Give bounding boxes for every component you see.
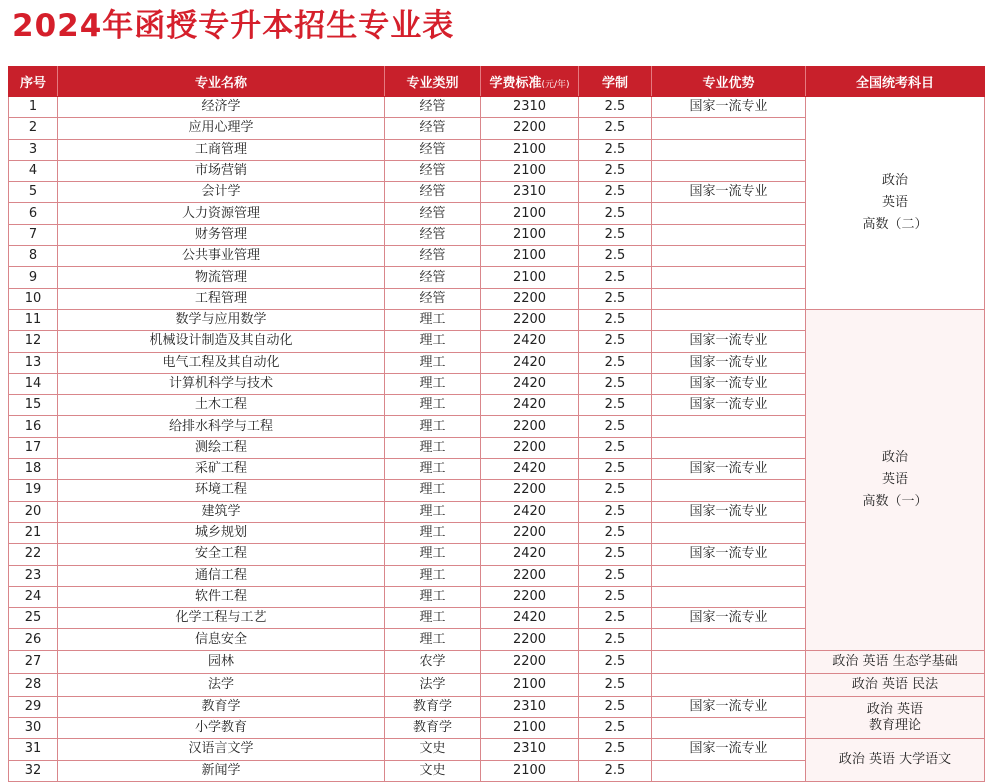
cell-category: 经管 <box>385 224 481 245</box>
cell-major: 安全工程 <box>58 544 385 565</box>
cell-exam-subjects <box>806 696 985 739</box>
cell-category: 经管 <box>385 139 481 160</box>
cell-category: 理工 <box>385 522 481 543</box>
cell-major: 经济学 <box>58 97 385 118</box>
cell-category: 理工 <box>385 501 481 522</box>
cell-major: 工程管理 <box>58 288 385 309</box>
cell-no: 13 <box>9 352 58 373</box>
cell-category: 法学 <box>385 673 481 696</box>
cell-advantage: 国家一流专业 <box>652 544 806 565</box>
cell-fee: 2420 <box>481 395 579 416</box>
cell-no: 7 <box>9 224 58 245</box>
cell-major: 市场营销 <box>58 160 385 181</box>
header-category: 专业类别 <box>385 67 481 97</box>
cell-exam-subjects <box>806 739 985 782</box>
exam-subject-line: 政治 英语 生态学基础 <box>832 653 958 669</box>
cell-advantage: 国家一流专业 <box>652 696 806 717</box>
cell-advantage <box>652 480 806 501</box>
header-row <box>9 67 985 97</box>
cell-advantage <box>652 139 806 160</box>
header-no: 序号 <box>9 67 58 97</box>
cell-major: 会计学 <box>58 182 385 203</box>
cell-major: 公共事业管理 <box>58 246 385 267</box>
cell-advantage <box>652 586 806 607</box>
cell-no: 6 <box>9 203 58 224</box>
cell-category: 理工 <box>385 629 481 650</box>
header-major: 专业名称 <box>58 67 385 97</box>
exam-subject-line: 政治 英语 <box>866 701 924 717</box>
cell-major: 工商管理 <box>58 139 385 160</box>
cell-fee: 2310 <box>481 97 579 118</box>
cell-no: 24 <box>9 586 58 607</box>
cell-years: 2.5 <box>579 696 652 717</box>
cell-category: 理工 <box>385 459 481 480</box>
cell-major: 人力资源管理 <box>58 203 385 224</box>
table-row <box>9 696 985 717</box>
cell-years: 2.5 <box>579 501 652 522</box>
cell-category: 经管 <box>385 267 481 288</box>
cell-advantage: 国家一流专业 <box>652 501 806 522</box>
cell-category: 理工 <box>385 586 481 607</box>
cell-advantage <box>652 118 806 139</box>
cell-years: 2.5 <box>579 373 652 394</box>
cell-category: 经管 <box>385 182 481 203</box>
cell-fee: 2200 <box>481 309 579 330</box>
cell-advantage <box>652 246 806 267</box>
cell-major: 新闻学 <box>58 760 385 781</box>
cell-no: 16 <box>9 416 58 437</box>
cell-years: 2.5 <box>579 437 652 458</box>
cell-major: 数学与应用数学 <box>58 309 385 330</box>
cell-no: 20 <box>9 501 58 522</box>
cell-years: 2.5 <box>579 586 652 607</box>
cell-no: 26 <box>9 629 58 650</box>
cell-years: 2.5 <box>579 522 652 543</box>
cell-fee: 2100 <box>481 760 579 781</box>
cell-major: 计算机科学与技术 <box>58 373 385 394</box>
exam-subject-line: 英语 <box>881 471 908 487</box>
cell-major: 采矿工程 <box>58 459 385 480</box>
cell-advantage <box>652 718 806 739</box>
cell-no: 12 <box>9 331 58 352</box>
cell-years: 2.5 <box>579 544 652 565</box>
cell-fee: 2420 <box>481 544 579 565</box>
cell-major: 软件工程 <box>58 586 385 607</box>
cell-years: 2.5 <box>579 673 652 696</box>
cell-category: 经管 <box>385 160 481 181</box>
cell-major: 化学工程与工艺 <box>58 608 385 629</box>
cell-fee: 2100 <box>481 246 579 267</box>
cell-no: 23 <box>9 565 58 586</box>
cell-no: 5 <box>9 182 58 203</box>
cell-years: 2.5 <box>579 224 652 245</box>
cell-no: 8 <box>9 246 58 267</box>
cell-no: 14 <box>9 373 58 394</box>
cell-years: 2.5 <box>579 459 652 480</box>
cell-category: 经管 <box>385 288 481 309</box>
cell-major: 物流管理 <box>58 267 385 288</box>
cell-no: 3 <box>9 139 58 160</box>
cell-fee: 2310 <box>481 182 579 203</box>
exam-subject-line: 政治 英语 民法 <box>851 676 939 692</box>
cell-major: 小学教育 <box>58 718 385 739</box>
cell-years: 2.5 <box>579 395 652 416</box>
cell-years: 2.5 <box>579 608 652 629</box>
header-fee-label: 学费标准 <box>489 76 542 91</box>
cell-advantage: 国家一流专业 <box>652 739 806 760</box>
cell-fee: 2100 <box>481 139 579 160</box>
cell-category: 理工 <box>385 395 481 416</box>
cell-fee: 2200 <box>481 586 579 607</box>
cell-advantage: 国家一流专业 <box>652 395 806 416</box>
cell-advantage <box>652 522 806 543</box>
cell-fee: 2420 <box>481 352 579 373</box>
cell-years: 2.5 <box>579 118 652 139</box>
cell-major: 机械设计制造及其自动化 <box>58 331 385 352</box>
table-body <box>9 97 985 782</box>
cell-no: 18 <box>9 459 58 480</box>
exam-subject-line: 教育理论 <box>868 717 921 733</box>
cell-fee: 2100 <box>481 203 579 224</box>
cell-years: 2.5 <box>579 182 652 203</box>
cell-fee: 2420 <box>481 459 579 480</box>
cell-no: 1 <box>9 97 58 118</box>
cell-fee: 2200 <box>481 416 579 437</box>
cell-advantage <box>652 288 806 309</box>
cell-category: 文史 <box>385 760 481 781</box>
cell-major: 教育学 <box>58 696 385 717</box>
cell-category: 理工 <box>385 608 481 629</box>
exam-subject-line: 政治 <box>881 449 908 465</box>
cell-fee: 2310 <box>481 696 579 717</box>
table-row <box>9 739 985 760</box>
table-row <box>9 309 985 330</box>
cell-no: 31 <box>9 739 58 760</box>
exam-subject-line: 高数（二） <box>862 216 928 232</box>
cell-category: 理工 <box>385 437 481 458</box>
cell-years: 2.5 <box>579 160 652 181</box>
cell-no: 28 <box>9 673 58 696</box>
cell-category: 理工 <box>385 416 481 437</box>
cell-fee: 2100 <box>481 267 579 288</box>
cell-years: 2.5 <box>579 267 652 288</box>
cell-no: 29 <box>9 696 58 717</box>
cell-fee: 2200 <box>481 522 579 543</box>
cell-fee: 2420 <box>481 331 579 352</box>
header-years: 学制 <box>579 67 652 97</box>
cell-fee: 2100 <box>481 224 579 245</box>
page-title: 2024年函授专升本招生专业表 <box>12 8 455 44</box>
cell-major: 园林 <box>58 650 385 673</box>
cell-no: 27 <box>9 650 58 673</box>
cell-no: 25 <box>9 608 58 629</box>
cell-fee: 2200 <box>481 118 579 139</box>
cell-advantage: 国家一流专业 <box>652 608 806 629</box>
cell-no: 32 <box>9 760 58 781</box>
cell-fee: 2420 <box>481 608 579 629</box>
cell-major: 测绘工程 <box>58 437 385 458</box>
exam-subject-line: 政治 英语 大学语文 <box>838 752 952 768</box>
table-row <box>9 97 985 118</box>
cell-years: 2.5 <box>579 629 652 650</box>
table-row <box>9 673 985 696</box>
cell-years: 2.5 <box>579 246 652 267</box>
cell-advantage <box>652 309 806 330</box>
cell-years: 2.5 <box>579 352 652 373</box>
cell-category: 理工 <box>385 544 481 565</box>
cell-advantage <box>652 160 806 181</box>
cell-category: 文史 <box>385 739 481 760</box>
exam-subject-line: 高数（一） <box>862 493 928 509</box>
cell-years: 2.5 <box>579 416 652 437</box>
cell-fee: 2420 <box>481 501 579 522</box>
exam-subject-line: 英语 <box>881 194 908 210</box>
cell-category: 教育学 <box>385 696 481 717</box>
cell-years: 2.5 <box>579 331 652 352</box>
cell-exam-subjects <box>806 97 985 310</box>
cell-major: 信息安全 <box>58 629 385 650</box>
cell-advantage: 国家一流专业 <box>652 331 806 352</box>
cell-no: 19 <box>9 480 58 501</box>
exam-subject-line: 政治 <box>881 172 908 188</box>
cell-no: 17 <box>9 437 58 458</box>
cell-fee: 2200 <box>481 288 579 309</box>
cell-major: 建筑学 <box>58 501 385 522</box>
cell-category: 理工 <box>385 480 481 501</box>
cell-no: 21 <box>9 522 58 543</box>
table-header <box>9 67 985 97</box>
cell-advantage <box>652 437 806 458</box>
cell-fee: 2310 <box>481 739 579 760</box>
cell-advantage: 国家一流专业 <box>652 373 806 394</box>
cell-major: 法学 <box>58 673 385 696</box>
cell-years: 2.5 <box>579 565 652 586</box>
cell-fee: 2200 <box>481 650 579 673</box>
cell-major: 通信工程 <box>58 565 385 586</box>
cell-major: 财务管理 <box>58 224 385 245</box>
cell-fee: 2200 <box>481 565 579 586</box>
header-exam: 全国统考科目 <box>806 67 985 97</box>
cell-advantage <box>652 629 806 650</box>
cell-fee: 2200 <box>481 437 579 458</box>
cell-category: 理工 <box>385 309 481 330</box>
cell-exam-subjects <box>806 309 985 650</box>
cell-major: 汉语言文学 <box>58 739 385 760</box>
cell-advantage <box>652 673 806 696</box>
cell-category: 理工 <box>385 565 481 586</box>
cell-category: 农学 <box>385 650 481 673</box>
cell-advantage <box>652 416 806 437</box>
cell-years: 2.5 <box>579 288 652 309</box>
cell-no: 11 <box>9 309 58 330</box>
cell-major: 土木工程 <box>58 395 385 416</box>
cell-no: 10 <box>9 288 58 309</box>
cell-fee: 2200 <box>481 480 579 501</box>
cell-advantage: 国家一流专业 <box>652 459 806 480</box>
cell-exam-subjects <box>806 650 985 673</box>
cell-years: 2.5 <box>579 309 652 330</box>
cell-no: 4 <box>9 160 58 181</box>
cell-category: 经管 <box>385 203 481 224</box>
cell-major: 给排水科学与工程 <box>58 416 385 437</box>
cell-advantage: 国家一流专业 <box>652 97 806 118</box>
cell-years: 2.5 <box>579 480 652 501</box>
cell-advantage: 国家一流专业 <box>652 182 806 203</box>
cell-category: 理工 <box>385 373 481 394</box>
cell-fee: 2100 <box>481 160 579 181</box>
cell-advantage: 国家一流专业 <box>652 352 806 373</box>
cell-no: 9 <box>9 267 58 288</box>
cell-major: 环境工程 <box>58 480 385 501</box>
cell-major: 城乡规划 <box>58 522 385 543</box>
cell-no: 2 <box>9 118 58 139</box>
cell-fee: 2100 <box>481 673 579 696</box>
cell-fee: 2100 <box>481 718 579 739</box>
cell-fee: 2420 <box>481 373 579 394</box>
table-row <box>9 650 985 673</box>
cell-advantage <box>652 650 806 673</box>
cell-major: 电气工程及其自动化 <box>58 352 385 373</box>
header-fee <box>481 67 579 97</box>
cell-advantage <box>652 267 806 288</box>
cell-major: 应用心理学 <box>58 118 385 139</box>
cell-advantage <box>652 203 806 224</box>
header-advantage: 专业优势 <box>652 67 806 97</box>
cell-category: 教育学 <box>385 718 481 739</box>
cell-years: 2.5 <box>579 97 652 118</box>
cell-years: 2.5 <box>579 739 652 760</box>
cell-category: 经管 <box>385 97 481 118</box>
cell-years: 2.5 <box>579 718 652 739</box>
cell-years: 2.5 <box>579 203 652 224</box>
majors-table <box>8 66 985 782</box>
cell-category: 经管 <box>385 118 481 139</box>
cell-years: 2.5 <box>579 760 652 781</box>
cell-fee: 2200 <box>481 629 579 650</box>
cell-category: 理工 <box>385 352 481 373</box>
cell-years: 2.5 <box>579 139 652 160</box>
header-fee-unit: (元/年) <box>541 80 570 90</box>
cell-no: 22 <box>9 544 58 565</box>
cell-years: 2.5 <box>579 650 652 673</box>
cell-no: 15 <box>9 395 58 416</box>
cell-no: 30 <box>9 718 58 739</box>
cell-category: 经管 <box>385 246 481 267</box>
cell-category: 理工 <box>385 331 481 352</box>
cell-advantage <box>652 565 806 586</box>
cell-advantage <box>652 224 806 245</box>
cell-exam-subjects <box>806 673 985 696</box>
cell-advantage <box>652 760 806 781</box>
